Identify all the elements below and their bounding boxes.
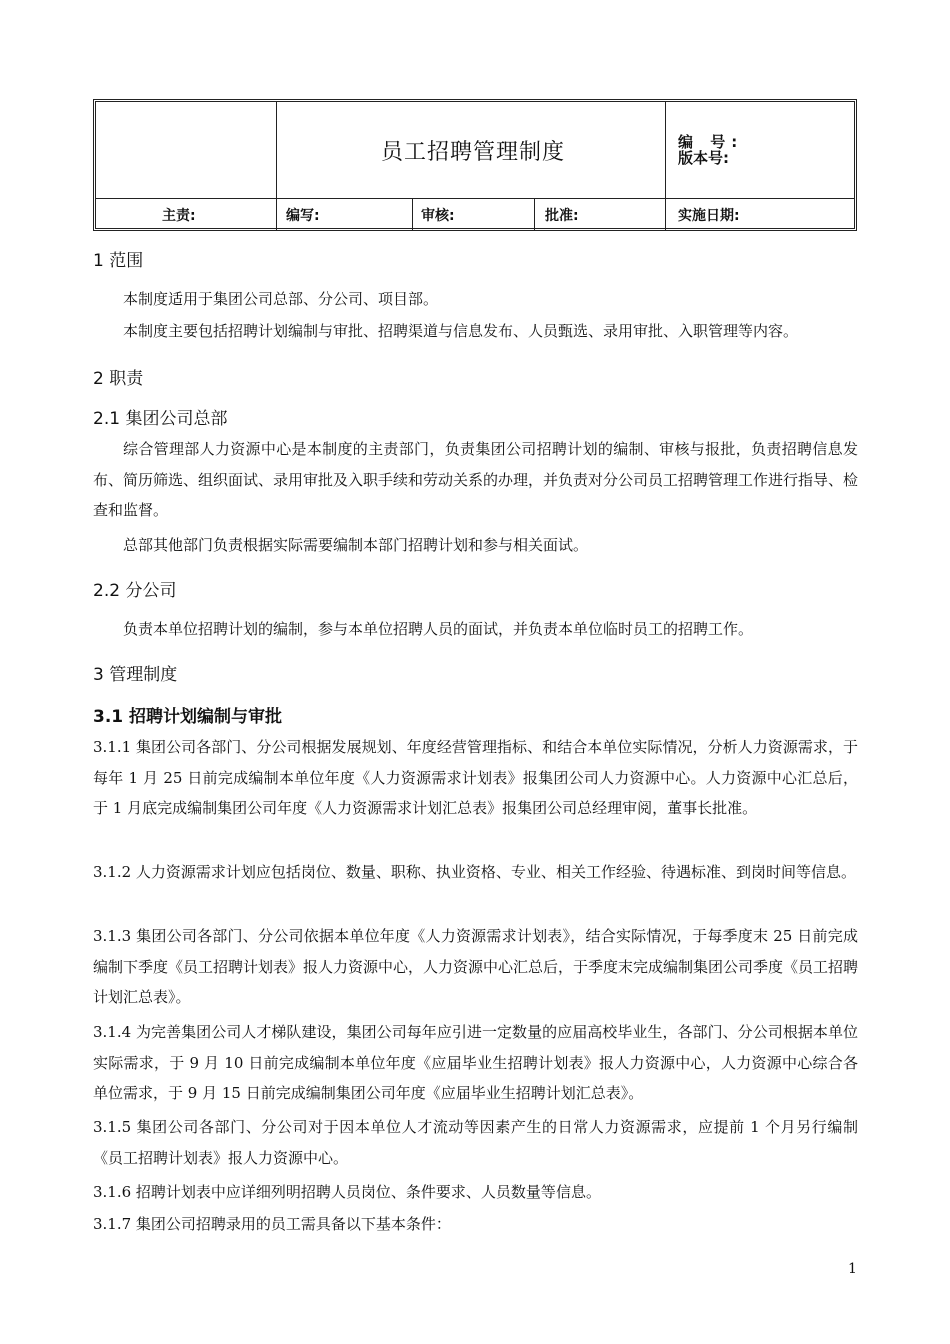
code-block: [678, 134, 743, 166]
section-1-heading: 1 范围: [93, 251, 144, 271]
author-label: 编写:: [286, 207, 320, 224]
section-3-1-heading: 3.1 招聘计划编制与审批: [93, 707, 283, 727]
clause-3-1-6: 3.1.6 招聘计划表中应详细列明招聘人员岗位、条件要求、人员数量等信息。: [93, 1183, 601, 1201]
section-2-2-paragraph-1: 负责本单位招聘计划的编制，参与本单位招聘人员的面试，并负责本单位临时员工的招聘工作。: [123, 620, 754, 638]
section-3-heading: 3 管理制度: [93, 665, 178, 685]
reviewer-label: 审核:: [421, 207, 455, 224]
version-label: 版本号:: [678, 149, 729, 167]
approver-label: 批准:: [545, 207, 579, 224]
section-2-heading: 2 职责: [93, 369, 144, 389]
section-2-1-paragraph-1: 综合管理部人力资源中心是本制度的主责部门，负责集团公司招聘计划的编制、审核与报批，负责招聘信息发布、简历筛选、组织面试、录用审批及入职手续和劳动关系的办理，并负责对分公司员工招聘管理工作进行指导、检查和监督。: [93, 440, 859, 519]
effective-date-label: 实施日期:: [678, 207, 740, 224]
owner-label: 主责:: [162, 207, 196, 224]
page-number: 1: [848, 1261, 857, 1277]
clause-3-1-7: 3.1.7 集团公司招聘录用的员工需具备以下基本条件：: [93, 1215, 451, 1233]
clause-3-1-2: 3.1.2 人力资源需求计划应包括岗位、数量、职称、执业资格、专业、相关工作经验、待遇标准、到岗时间等信息。: [93, 863, 856, 881]
section-1-paragraph-2: 本制度主要包括招聘计划编制与审批、招聘渠道与信息发布、人员甄选、录用审批、入职管理等内容。: [123, 322, 799, 340]
clause-3-1-4: 3.1.4 为完善集团公司人才梯队建设，集团公司每年应引进一定数量的应届高校毕业生，各部门、分公司根据本单位实际需求，于 9 月 10 日前完成编制本单位年度《应届毕业生招聘计划表》报人力资源中心，人力资源中心综合各单位需求，于 9 月 15 日前完成编制集团公司年度《应届毕业生招聘计划汇总表》。: [93, 1023, 858, 1102]
clause-3-1-5: 3.1.5 集团公司各部门、分公司对于因本单位人才流动等因素产生的日常人力资源需求，应提前 1 个月另行编制《员工招聘计划表》报人力资源中心。: [93, 1118, 858, 1167]
code-label: 编 号:: [678, 133, 744, 151]
section-1-paragraph-1: 本制度适用于集团公司总部、分公司、项目部。: [123, 290, 439, 308]
section-2-2-heading: 2.2 分公司: [93, 581, 177, 601]
clause-3-1-1: 3.1.1 集团公司各部门、分公司根据发展规划、年度经营管理指标、和结合本单位实际情况，分析人力资源需求，于每年 1 月 25 日前完成编制本单位年度《人力资源需求计划表》报集团公司人力资源中心。人力资源中心汇总后，于 1 月底完成编制集团公司年度《人力资源需求计划汇总表》报集团公司总经理审阅，董事长批准。: [93, 738, 858, 817]
document-title: 员工招聘管理制度: [380, 139, 565, 165]
section-2-1-heading: 2.1 集团公司总部: [93, 409, 228, 429]
clause-3-1-3: 3.1.3 集团公司各部门、分公司依据本单位年度《人力资源需求计划表》，结合实际情况，于每季度末 25 日前完成编制下季度《员工招聘计划表》报人力资源中心，人力资源中心汇总后，于季度末完成编制集团公司季度《员工招聘计划汇总表》。: [93, 927, 859, 1006]
section-2-1-paragraph-2: 总部其他部门负责根据实际需要编制本部门招聘计划和参与相关面试。: [123, 536, 589, 554]
header-table: [93, 99, 857, 231]
